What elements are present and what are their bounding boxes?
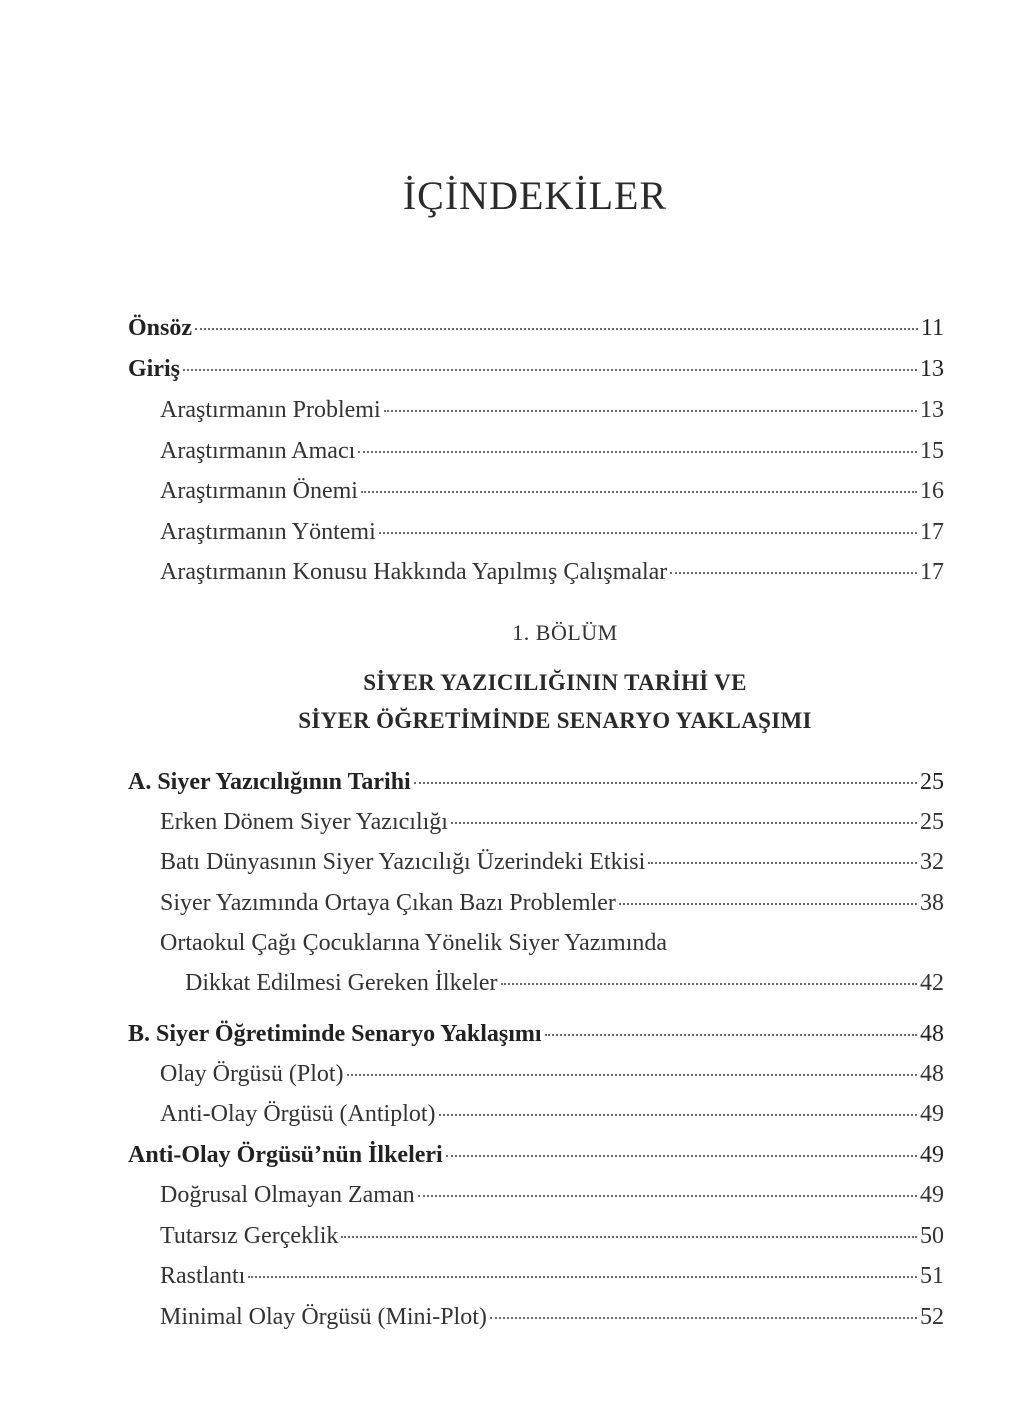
- toc-entry-label: Önsöz: [128, 315, 193, 341]
- toc-entry[interactable]: [185, 968, 944, 998]
- chapter-title-line-1: SİYER YAZICILIĞININ TARİHİ VE: [363, 670, 747, 695]
- toc-entry-label: Araştırmanın Problemi: [160, 397, 381, 423]
- toc-entry-label: Erken Dönem Siyer Yazıcılığı: [160, 809, 448, 835]
- dot-leader: [670, 572, 917, 574]
- dot-leader: [545, 1034, 917, 1036]
- toc-entry[interactable]: [160, 476, 944, 506]
- toc-entry[interactable]: [160, 847, 944, 877]
- toc-entry[interactable]: [128, 1140, 944, 1170]
- dot-leader: [379, 532, 917, 534]
- dot-leader: [358, 451, 917, 453]
- page-title: İÇİNDEKİLER: [402, 173, 668, 218]
- chapter-title-line-2: SİYER ÖĞRETİMİNDE SENARYO YAKLAŞIMI: [298, 708, 812, 733]
- dot-leader: [414, 782, 917, 784]
- toc-entry[interactable]: [160, 1261, 944, 1291]
- dot-leader: [451, 822, 917, 824]
- dot-leader: [418, 1195, 917, 1197]
- toc-entry-page: 49: [920, 1142, 944, 1168]
- toc-entry[interactable]: [160, 1302, 944, 1332]
- dot-leader: [648, 862, 917, 864]
- toc-entry-page: 49: [920, 1182, 944, 1208]
- toc-entry-page: 17: [920, 559, 944, 585]
- toc-entry-label: Dikkat Edilmesi Gereken İlkeler: [185, 970, 498, 996]
- toc-entry-page: 15: [920, 438, 944, 464]
- toc-entry-label: Tutarsız Gerçeklik: [160, 1223, 339, 1249]
- toc-entry-label: Giriş: [128, 356, 180, 382]
- toc-entry-page: 38: [920, 890, 944, 916]
- dot-leader: [183, 369, 917, 371]
- toc-entry-label: Olay Örgüsü (Plot): [160, 1061, 344, 1087]
- toc-entry[interactable]: [160, 436, 944, 466]
- toc-entry-page: 13: [920, 356, 944, 382]
- toc-entry[interactable]: [160, 1180, 944, 1210]
- toc-entry-label: Araştırmanın Konusu Hakkında Yapılmış Çalışmalar: [160, 559, 668, 585]
- toc-entry[interactable]: [128, 1019, 944, 1049]
- toc-entry[interactable]: [160, 395, 944, 425]
- toc-entry-page: 16: [920, 478, 944, 504]
- toc-entry-label: Araştırmanın Önemi: [160, 478, 358, 504]
- toc-entry[interactable]: [160, 1221, 944, 1251]
- toc-entry-label: A. Siyer Yazıcılığının Tarihi: [128, 769, 411, 795]
- toc-entry-page: 13: [920, 397, 944, 423]
- toc-entry-label: Araştırmanın Yöntemi: [160, 519, 376, 545]
- toc-entry-page: 50: [920, 1223, 944, 1249]
- dot-leader: [501, 983, 917, 985]
- chapter-label: 1. BÖLÜM: [512, 620, 618, 645]
- toc-entry-page: 17: [920, 519, 944, 545]
- toc-entry-label: Siyer Yazımında Ortaya Çıkan Bazı Problemler: [160, 890, 616, 916]
- dot-leader: [384, 410, 917, 412]
- toc-entry[interactable]: [128, 313, 944, 343]
- toc-entry-page: 49: [920, 1101, 944, 1127]
- toc-entry[interactable]: [160, 517, 944, 547]
- dot-leader: [361, 491, 917, 493]
- dot-leader: [248, 1276, 917, 1278]
- toc-entry[interactable]: [128, 767, 944, 797]
- toc-entry-label: Anti-Olay Örgüsü (Antiplot): [160, 1101, 436, 1127]
- toc-entry-page: 48: [920, 1021, 944, 1047]
- toc-entry-label: Araştırmanın Amacı: [160, 438, 356, 464]
- toc-entry-page: 52: [920, 1304, 944, 1330]
- toc-entry-page: 25: [920, 809, 944, 835]
- toc-entry[interactable]: [160, 1099, 944, 1129]
- dot-leader: [619, 903, 917, 905]
- toc-entry-page: 32: [920, 849, 944, 875]
- toc-entry-page: 11: [920, 315, 944, 341]
- dot-leader: [439, 1114, 917, 1116]
- dot-leader: [341, 1236, 917, 1238]
- toc-entry-label-line-1: Ortaokul Çağı Çocuklarına Yönelik Siyer Yazımında: [160, 930, 668, 956]
- toc-entry[interactable]: [128, 354, 944, 384]
- toc-entry-label: B. Siyer Öğretiminde Senaryo Yaklaşımı: [128, 1021, 542, 1047]
- toc-entry-label: Minimal Olay Örgüsü (Mini-Plot): [160, 1304, 487, 1330]
- toc-entry[interactable]: [160, 888, 944, 918]
- toc-entry-page: 25: [920, 769, 944, 795]
- toc-entry-label: Doğrusal Olmayan Zaman: [160, 1182, 415, 1208]
- dot-leader: [195, 328, 918, 330]
- toc-entry[interactable]: [160, 807, 944, 837]
- toc-entry[interactable]: [160, 1059, 944, 1089]
- toc-entry-label: Rastlantı: [160, 1263, 246, 1289]
- dot-leader: [490, 1317, 917, 1319]
- toc-entry[interactable]: [160, 557, 944, 587]
- toc-entry-page: 51: [920, 1263, 944, 1289]
- dot-leader: [446, 1155, 917, 1157]
- toc-entry-label: Anti-Olay Örgüsü’nün İlkeleri: [128, 1142, 443, 1168]
- toc-entry-label: Batı Dünyasının Siyer Yazıcılığı Üzerindeki Etkisi: [160, 849, 646, 875]
- dot-leader: [347, 1074, 917, 1076]
- toc-entry-page: 42: [920, 970, 944, 996]
- toc-entry-page: 48: [920, 1061, 944, 1087]
